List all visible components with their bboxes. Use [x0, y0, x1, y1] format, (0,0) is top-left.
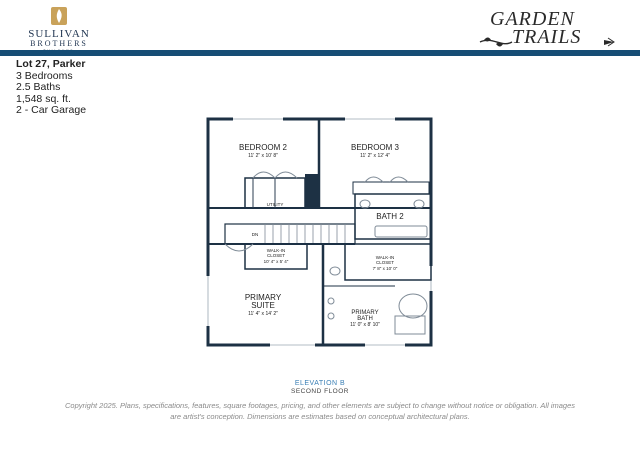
elevation-label: ELEVATION B: [294, 380, 346, 387]
square-footage: 1,548 sq. ft.: [16, 92, 71, 105]
stairs-down-label: DN: [251, 232, 259, 237]
primary-bath-dims: 11' 0" x 8' 10": [350, 322, 380, 328]
sullivan-brothers-logo: [14, 6, 104, 50]
bedroom-3-label: BEDROOM 3: [350, 143, 400, 152]
walk-in-closet-2-label2: CLOSET: [375, 260, 395, 265]
home-info: [16, 59, 86, 117]
floor-label: SECOND FLOOR: [290, 388, 349, 395]
logo-garden-text: GARDEN: [490, 8, 575, 30]
primary-bath-label: PRIMARY: [351, 310, 379, 316]
primary-suite-label2: SUITE: [251, 301, 275, 310]
walk-in-closet-2-dims: 7' 8" x 10' 0": [372, 266, 398, 271]
logo-trails-text: TRAILS: [512, 26, 582, 48]
walk-in-closet-1-label: WALK-IN: [266, 248, 286, 253]
garden-trails-logo: [476, 8, 626, 50]
primary-suite-dims: 11' 4" x 14' 2": [248, 311, 278, 317]
bedrooms-count: 3 Bedrooms: [16, 69, 73, 82]
header-band: [0, 50, 640, 56]
bedroom-2-label: BEDROOM 2: [238, 143, 288, 152]
walk-in-closet-2-label: WALK-IN: [375, 255, 395, 260]
logo-name-line2: BROTHERS: [30, 39, 88, 48]
walk-in-closet-1-label2: CLOSET: [266, 253, 286, 258]
primary-suite-label: PRIMARY: [244, 293, 282, 302]
bedroom-3-dims: 11' 2" x 12' 4": [360, 153, 390, 159]
lot-title: Lot 27, Parker: [16, 58, 86, 70]
walk-in-closet-1-dims: 10' 4" x 5' 4": [263, 259, 289, 264]
bath-2-label: BATH 2: [376, 212, 404, 221]
logo-name-line1: SULLIVAN: [28, 28, 90, 40]
logo-flame-icon: [50, 6, 68, 26]
utility-label: UTILITY: [266, 202, 284, 207]
baths-count: 2.5 Baths: [16, 81, 61, 93]
bedroom-2-dims: 11' 2" x 10' 8": [248, 153, 278, 159]
primary-bath-label2: BATH: [357, 316, 373, 322]
copyright-notice: Copyright 2025. Plans, specifications, features, square footages, pricing, and other elements are subject to change without notice or obligation. All images are artist's conception. Dimensions are estimates based on conceptual architectural plans.: [64, 401, 576, 421]
floor-plan: [205, 116, 435, 348]
logo-vine-icon: [476, 34, 626, 50]
garage-info: 2 - Car Garage: [16, 104, 87, 116]
